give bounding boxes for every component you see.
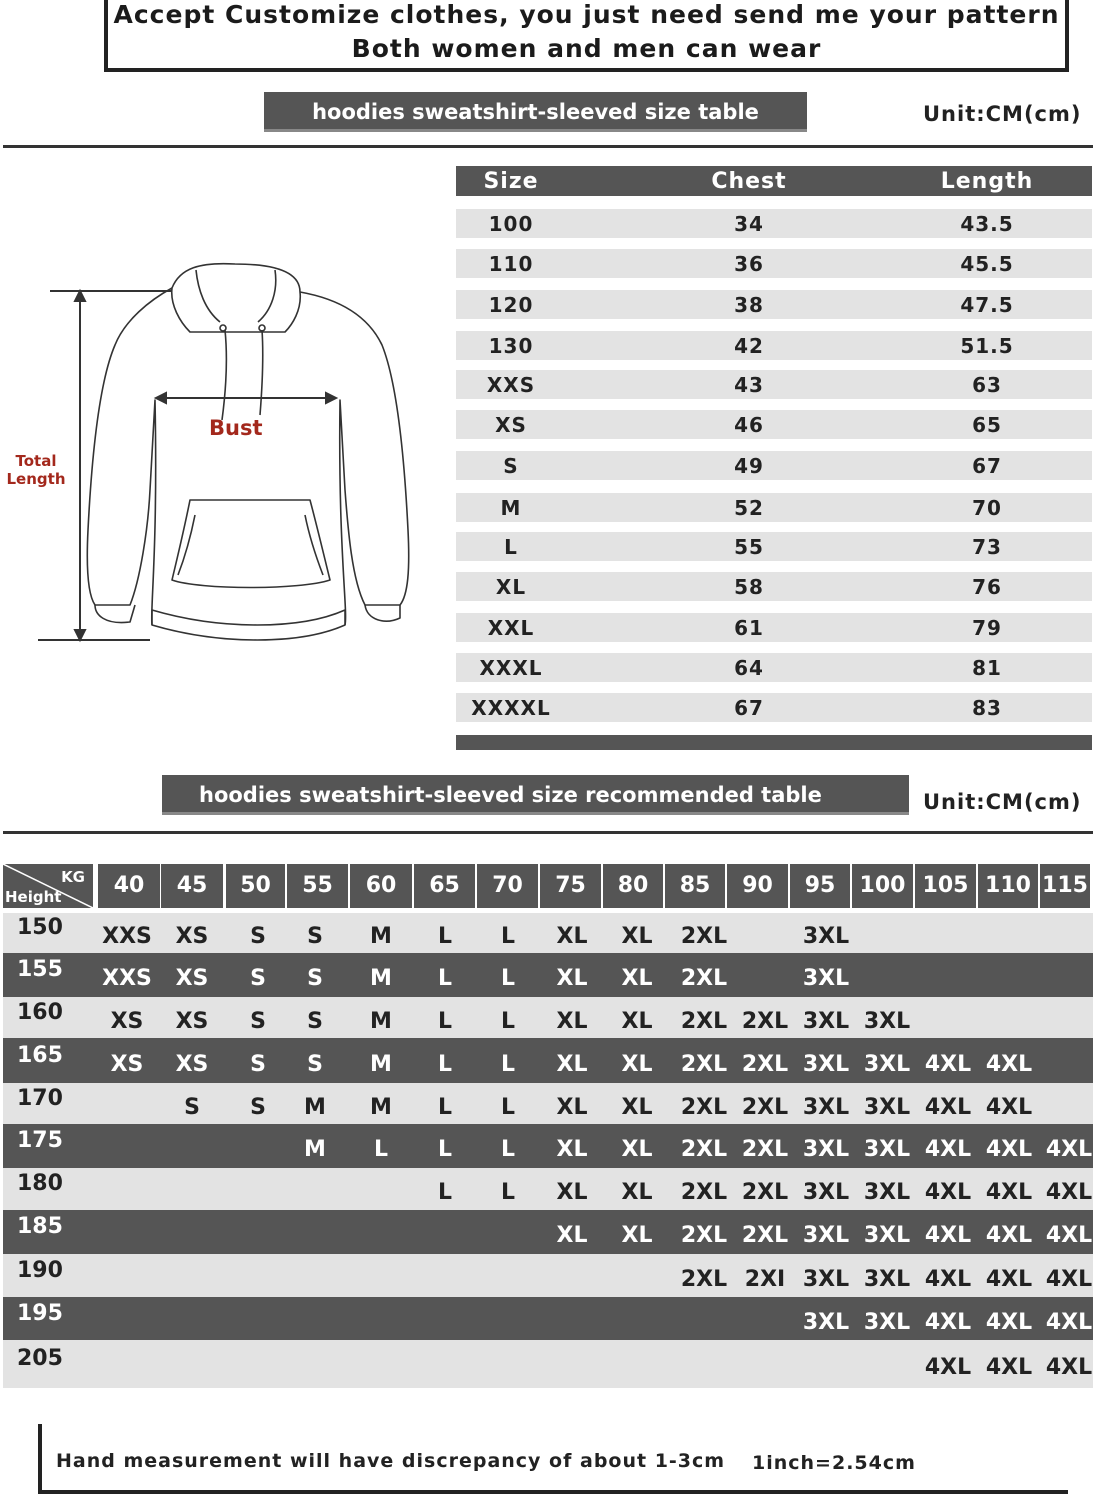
size-recommendation-cell: 3XL bbox=[802, 1223, 850, 1248]
recommended-table-unit: Unit:CM(cm) bbox=[923, 790, 1082, 814]
chest-cell: 42 bbox=[734, 333, 764, 358]
corner-height-label: Height bbox=[5, 888, 62, 906]
size-recommendation-cell: XL bbox=[621, 924, 653, 949]
size-recommendation-cell: L bbox=[437, 1009, 453, 1034]
size-recommendation-cell: S bbox=[307, 924, 323, 949]
size-recommendation-cell: 4XL bbox=[985, 1310, 1033, 1335]
size-table-unit: Unit:CM(cm) bbox=[923, 102, 1082, 126]
height-cell: 150 bbox=[17, 915, 63, 940]
size-recommendation-cell: L bbox=[437, 1137, 453, 1162]
size-recommendation-cell: 2XL bbox=[741, 1137, 789, 1162]
height-cell: 160 bbox=[17, 1000, 63, 1025]
size-recommendation-cell: XS bbox=[175, 924, 209, 949]
length-cell: 81 bbox=[972, 655, 1002, 680]
size-recommendation-cell: XL bbox=[621, 1180, 653, 1205]
size-recommendation-cell: XL bbox=[556, 1095, 588, 1120]
size-recommendation-cell: 4XL bbox=[985, 1180, 1033, 1205]
size-recommendation-cell: XL bbox=[556, 1009, 588, 1034]
total-length-label bbox=[6, 452, 66, 488]
size-cell: M bbox=[500, 495, 522, 520]
size-recommendation-cell: 4XL bbox=[924, 1223, 972, 1248]
size-cell: 110 bbox=[488, 251, 534, 276]
size-table-row bbox=[456, 331, 1092, 360]
size-recommendation-cell: M bbox=[370, 1095, 392, 1120]
size-recommendation-cell: XL bbox=[621, 966, 653, 991]
kg-header-cell: 40 bbox=[98, 864, 160, 908]
kg-header-cell: 80 bbox=[603, 864, 663, 908]
height-cell: 205 bbox=[17, 1346, 63, 1371]
size-recommendation-cell: S bbox=[307, 966, 323, 991]
recommended-table-row bbox=[3, 1297, 1093, 1340]
size-recommendation-cell: 4XL bbox=[985, 1355, 1033, 1380]
recommended-table-header bbox=[3, 864, 1093, 908]
size-recommendation-cell: 3XL bbox=[802, 966, 850, 991]
size-recommendation-cell: XS bbox=[110, 1052, 144, 1077]
size-recommendation-cell: XL bbox=[556, 1180, 588, 1205]
size-recommendation-cell: XL bbox=[556, 1223, 588, 1248]
size-recommendation-cell: 4XL bbox=[985, 1052, 1033, 1077]
size-recommendation-cell: S bbox=[250, 1095, 266, 1120]
size-recommendation-cell: 4XL bbox=[985, 1095, 1033, 1120]
size-recommendation-cell: L bbox=[437, 924, 453, 949]
size-recommendation-cell: 3XL bbox=[802, 1310, 850, 1335]
size-recommendation-cell: XL bbox=[621, 1223, 653, 1248]
size-recommendation-cell: 2XL bbox=[680, 1180, 728, 1205]
length-cell: 79 bbox=[972, 615, 1002, 640]
size-recommendation-cell: S bbox=[307, 1009, 323, 1034]
size-recommendation-cell: M bbox=[304, 1137, 326, 1162]
header-chest: Chest bbox=[711, 168, 787, 194]
size-table-row bbox=[456, 370, 1092, 399]
size-recommendation-cell: 2XL bbox=[680, 1052, 728, 1077]
size-table-row bbox=[456, 653, 1092, 682]
size-table-row bbox=[456, 410, 1092, 439]
size-recommendation-cell: 4XL bbox=[985, 1267, 1033, 1292]
header-size: Size bbox=[483, 168, 539, 194]
size-recommendation-cell: M bbox=[304, 1095, 326, 1120]
recommended-table-row bbox=[3, 1340, 1093, 1388]
size-recommendation-cell: XL bbox=[556, 1052, 588, 1077]
size-recommendation-cell: 3XL bbox=[863, 1223, 911, 1248]
chest-cell: 43 bbox=[734, 372, 764, 397]
size-cell: XXS bbox=[486, 372, 536, 397]
size-recommendation-cell: S bbox=[250, 924, 266, 949]
size-recommendation-cell: 3XL bbox=[863, 1095, 911, 1120]
chest-cell: 58 bbox=[734, 574, 764, 599]
size-recommendation-cell: 4XL bbox=[924, 1052, 972, 1077]
chest-cell: 61 bbox=[734, 615, 764, 640]
size-recommendation-cell: XL bbox=[621, 1009, 653, 1034]
size-table-row bbox=[456, 290, 1092, 319]
size-recommendation-cell: 3XL bbox=[802, 1267, 850, 1292]
size-recommendation-cell: 3XL bbox=[802, 1009, 850, 1034]
size-recommendation-cell: XXS bbox=[102, 924, 152, 949]
size-cell: XXXXL bbox=[471, 695, 551, 720]
kg-header-cell: 70 bbox=[477, 864, 538, 908]
kg-header-cell: 105 bbox=[915, 864, 976, 908]
size-recommendation-cell: 4XL bbox=[924, 1267, 972, 1292]
size-recommendation-cell: 4XL bbox=[985, 1137, 1033, 1162]
kg-header-cell: 55 bbox=[287, 864, 348, 908]
size-recommendation-cell: 3XL bbox=[863, 1009, 911, 1034]
size-cell: XXXL bbox=[479, 655, 543, 680]
kg-header-cell: 75 bbox=[540, 864, 601, 908]
recommended-table-row bbox=[3, 1124, 1093, 1168]
size-recommendation-cell: M bbox=[370, 966, 392, 991]
height-cell: 185 bbox=[17, 1214, 63, 1239]
size-recommendation-cell: 4XL bbox=[924, 1355, 972, 1380]
size-recommendation-cell: XXS bbox=[102, 966, 152, 991]
size-recommendation-cell: 4XL bbox=[924, 1095, 972, 1120]
total-length-line-2: Length bbox=[6, 470, 66, 488]
recommended-table-row bbox=[3, 1210, 1093, 1254]
height-cell: 165 bbox=[17, 1043, 63, 1068]
recommended-table-row bbox=[3, 1168, 1093, 1210]
chest-cell: 49 bbox=[734, 453, 764, 478]
size-recommendation-cell: M bbox=[370, 924, 392, 949]
kg-header-cell: 50 bbox=[226, 864, 285, 908]
length-cell: 67 bbox=[972, 453, 1002, 478]
recommended-table-title: hoodies sweatshirt-sleeved size recommended table bbox=[162, 775, 909, 815]
size-recommendation-cell: 2XL bbox=[741, 1052, 789, 1077]
size-recommendation-cell: L bbox=[500, 1052, 516, 1077]
size-cell: 100 bbox=[488, 211, 534, 236]
divider bbox=[3, 145, 1093, 148]
size-recommendation-cell: XS bbox=[175, 1009, 209, 1034]
size-recommendation-cell: S bbox=[250, 966, 266, 991]
size-recommendation-cell: S bbox=[307, 1052, 323, 1077]
size-cell: S bbox=[503, 453, 519, 478]
corner-cell bbox=[3, 864, 93, 908]
size-table bbox=[456, 166, 1092, 750]
height-cell: 175 bbox=[17, 1128, 63, 1153]
banner-line-2: Both women and men can wear bbox=[351, 34, 822, 63]
bust-label: Bust bbox=[209, 416, 263, 440]
size-recommendation-cell: 3XL bbox=[863, 1267, 911, 1292]
recommended-table-row bbox=[3, 953, 1093, 997]
kg-header-cell: 95 bbox=[790, 864, 850, 908]
length-cell: 51.5 bbox=[960, 333, 1014, 358]
size-recommendation-cell: XL bbox=[621, 1095, 653, 1120]
size-recommendation-cell: L bbox=[437, 1180, 453, 1205]
total-length-line-1: Total bbox=[15, 452, 57, 470]
size-recommendation-cell: 2XL bbox=[680, 966, 728, 991]
size-recommendation-cell: 3XL bbox=[863, 1180, 911, 1205]
size-recommendation-cell: L bbox=[437, 1095, 453, 1120]
size-table-row bbox=[456, 209, 1092, 238]
size-recommendation-cell: L bbox=[500, 1009, 516, 1034]
chest-cell: 38 bbox=[734, 292, 764, 317]
size-recommendation-cell: 3XL bbox=[863, 1310, 911, 1335]
height-cell: 170 bbox=[17, 1086, 63, 1111]
size-cell: L bbox=[504, 534, 518, 559]
size-recommendation-cell: 2XL bbox=[741, 1180, 789, 1205]
size-table-title: hoodies sweatshirt-sleeved size table bbox=[264, 92, 807, 132]
size-recommendation-cell: 2XL bbox=[680, 1267, 728, 1292]
kg-header-cell: 90 bbox=[727, 864, 788, 908]
measurement-note: Hand measurement will have discrepancy of about 1-3cm bbox=[56, 1450, 726, 1472]
length-cell: 45.5 bbox=[960, 251, 1014, 276]
size-recommendation-cell: 2XI bbox=[744, 1267, 786, 1292]
size-recommendation-cell: L bbox=[373, 1137, 389, 1162]
recommended-table-row bbox=[3, 913, 1093, 953]
divider bbox=[3, 831, 1093, 834]
size-table-row bbox=[456, 693, 1092, 722]
length-cell: 47.5 bbox=[960, 292, 1014, 317]
kg-header-cell: 85 bbox=[665, 864, 725, 908]
size-recommendation-cell: XL bbox=[556, 1137, 588, 1162]
length-cell: 83 bbox=[972, 695, 1002, 720]
size-table-row bbox=[456, 451, 1092, 480]
size-recommendation-cell: 3XL bbox=[863, 1052, 911, 1077]
size-recommendation-cell: S bbox=[250, 1052, 266, 1077]
recommended-table-row bbox=[3, 997, 1093, 1038]
length-cell: 43.5 bbox=[960, 211, 1014, 236]
size-recommendation-cell: 2XL bbox=[680, 1095, 728, 1120]
size-table-row bbox=[456, 572, 1092, 601]
size-recommendation-cell: XS bbox=[175, 1052, 209, 1077]
size-recommendation-cell: 4XL bbox=[1045, 1137, 1093, 1162]
chest-cell: 36 bbox=[734, 251, 764, 276]
size-recommendation-cell: 4XL bbox=[1045, 1310, 1093, 1335]
kg-header-cell: 60 bbox=[350, 864, 412, 908]
size-recommendation-cell: L bbox=[500, 966, 516, 991]
size-recommendation-cell: 4XL bbox=[1045, 1180, 1093, 1205]
size-recommendation-cell: L bbox=[500, 1137, 516, 1162]
size-recommendation-cell: L bbox=[500, 1095, 516, 1120]
length-cell: 76 bbox=[972, 574, 1002, 599]
height-cell: 180 bbox=[17, 1171, 63, 1196]
kg-header-cell: 65 bbox=[414, 864, 475, 908]
size-recommendation-cell: M bbox=[370, 1009, 392, 1034]
length-cell: 63 bbox=[972, 372, 1002, 397]
size-recommendation-cell: 4XL bbox=[924, 1310, 972, 1335]
size-recommendation-cell: XS bbox=[175, 966, 209, 991]
size-recommendation-cell: M bbox=[370, 1052, 392, 1077]
size-recommendation-cell: 3XL bbox=[802, 924, 850, 949]
size-recommendation-cell: 2XL bbox=[680, 924, 728, 949]
size-recommendation-cell: 3XL bbox=[802, 1052, 850, 1077]
size-cell: XL bbox=[495, 574, 527, 599]
size-table-row bbox=[456, 493, 1092, 522]
recommended-table-row bbox=[3, 1083, 1093, 1124]
size-recommendation-cell: L bbox=[437, 1052, 453, 1077]
size-recommendation-cell: 3XL bbox=[802, 1180, 850, 1205]
size-recommendation-cell: 2XL bbox=[741, 1095, 789, 1120]
size-recommendation-cell: 4XL bbox=[924, 1137, 972, 1162]
size-recommendation-cell: S bbox=[250, 1009, 266, 1034]
size-recommendation-cell: L bbox=[500, 924, 516, 949]
size-recommendation-cell: 4XL bbox=[1045, 1223, 1093, 1248]
chest-cell: 34 bbox=[734, 211, 764, 236]
size-recommendation-cell: L bbox=[500, 1180, 516, 1205]
size-recommendation-cell: 3XL bbox=[863, 1137, 911, 1162]
height-cell: 190 bbox=[17, 1258, 63, 1283]
length-cell: 73 bbox=[972, 534, 1002, 559]
chest-cell: 46 bbox=[734, 412, 764, 437]
size-recommendation-cell: XL bbox=[621, 1137, 653, 1162]
chest-cell: 64 bbox=[734, 655, 764, 680]
size-recommendation-cell: L bbox=[437, 966, 453, 991]
kg-header-cell: 45 bbox=[161, 864, 223, 908]
size-recommendation-cell: 3XL bbox=[802, 1095, 850, 1120]
recommended-table-row bbox=[3, 1254, 1093, 1297]
chest-cell: 55 bbox=[734, 534, 764, 559]
size-cell: XXL bbox=[487, 615, 535, 640]
corner-kg-label: KG bbox=[61, 868, 85, 886]
kg-header-cell: 110 bbox=[978, 864, 1038, 908]
size-recommendation-cell: 2XL bbox=[680, 1223, 728, 1248]
size-table-header bbox=[456, 166, 1092, 196]
size-recommendation-cell: XL bbox=[556, 924, 588, 949]
size-cell: 130 bbox=[488, 333, 534, 358]
size-table-row bbox=[456, 532, 1092, 561]
size-table-row bbox=[456, 613, 1092, 642]
height-cell: 195 bbox=[17, 1301, 63, 1326]
size-recommendation-cell: XL bbox=[556, 966, 588, 991]
size-cell: 120 bbox=[488, 292, 534, 317]
recommended-table-row bbox=[3, 1038, 1093, 1083]
banner-line-1: Accept Customize clothes, you just need send me your pattern bbox=[113, 0, 1060, 29]
size-recommendation-cell: S bbox=[184, 1095, 200, 1120]
size-recommendation-cell: 4XL bbox=[985, 1223, 1033, 1248]
size-recommendation-cell: 4XL bbox=[924, 1180, 972, 1205]
size-cell: XS bbox=[495, 412, 527, 437]
chest-cell: 67 bbox=[734, 695, 764, 720]
size-table-footer-bar bbox=[456, 735, 1092, 750]
kg-header-cell: 115 bbox=[1040, 864, 1090, 908]
size-table-row bbox=[456, 249, 1092, 278]
size-recommendation-cell: 4XL bbox=[1045, 1355, 1093, 1380]
header-length: Length bbox=[940, 168, 1034, 194]
size-recommendation-cell: XS bbox=[110, 1009, 144, 1034]
size-recommendation-cell: XL bbox=[621, 1052, 653, 1077]
chest-cell: 52 bbox=[734, 495, 764, 520]
length-cell: 65 bbox=[972, 412, 1002, 437]
size-recommendation-cell: 2XL bbox=[680, 1137, 728, 1162]
size-recommendation-cell: 4XL bbox=[1045, 1267, 1093, 1292]
kg-header-cell: 100 bbox=[852, 864, 913, 908]
top-banner bbox=[104, 0, 1069, 72]
hoodie-diagram bbox=[0, 250, 430, 670]
inch-conversion: 1inch=2.54cm bbox=[752, 1452, 916, 1474]
length-cell: 70 bbox=[972, 495, 1002, 520]
size-recommendation-cell: 2XL bbox=[680, 1009, 728, 1034]
size-recommendation-cell: 2XL bbox=[741, 1009, 789, 1034]
size-recommendation-cell: 2XL bbox=[741, 1223, 789, 1248]
size-recommendation-cell: 3XL bbox=[802, 1137, 850, 1162]
height-cell: 155 bbox=[17, 957, 63, 982]
